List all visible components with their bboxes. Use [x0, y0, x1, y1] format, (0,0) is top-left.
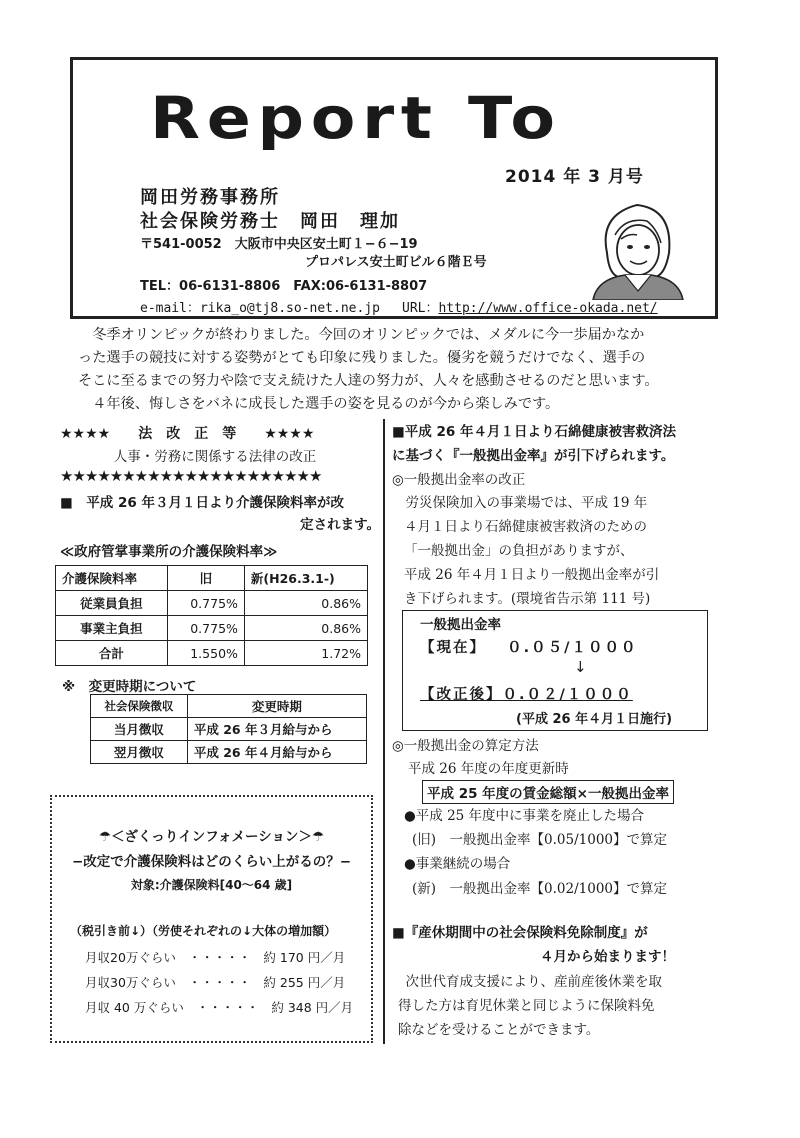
rate-table: [55, 565, 368, 666]
collection-type: 翌月徴収: [91, 741, 188, 764]
row-label: 合計: [56, 641, 168, 666]
estimate-header: （税引き前↓）（労使それぞれの↓大体の増加額）: [70, 924, 337, 938]
star-divider: ★★★★★★★★★★★★★★★★★★★★★: [60, 467, 322, 485]
body-line: 「一般拠出金」の負担がありますが、: [404, 543, 634, 559]
maternity-heading-line2: ４月から始まります！: [540, 949, 675, 965]
asbestos-heading-line1: ■平成 26 年４月１日より石綿健康被害救済法: [392, 424, 676, 440]
fee-current-value: ０.０５/１０００: [507, 640, 638, 656]
case-continue-detail: (新) 一般拠出金率【0.02/1000】で算定: [412, 881, 667, 897]
body-line: 除などを受けることができます。: [398, 1022, 600, 1038]
calc-year: 平成 26 年度の年度更新時: [408, 761, 569, 777]
issue-date: 2014 年 3 月号: [505, 167, 644, 187]
new-rate: 0.86%: [244, 591, 367, 616]
intro-line: 冬季オリンピックが終わりました。今回のオリンピックでは、メダルに今一歩届かなか: [78, 327, 645, 343]
asbestos-heading-line2: に基づく『一般拠出金率』が引下げられます。: [392, 448, 675, 464]
body-line: 労災保険加入の事業場では、平成 19 年: [392, 495, 648, 511]
down-arrow-icon: ↓: [574, 658, 587, 676]
email: e-mail：rika_o@tj8.so-net.ne.jp: [140, 301, 380, 316]
table-row: [56, 641, 368, 666]
office-name: 岡田労務事務所: [140, 187, 280, 208]
intro-line: そこに至るまでの努力や陰で支え続けた人達の努力が、人々を感動させるのだと思います。: [78, 373, 659, 389]
case-closed: ●平成 25 年度中に事業を廃止した場合: [404, 808, 645, 824]
intro-paragraph: [78, 324, 728, 416]
address-line1: 〒541-0052 大阪市中央区安土町１−６−19: [140, 237, 418, 252]
law-subheading: 人事・労務に関係する法律の改正: [113, 449, 317, 465]
section-line: 定されます。: [300, 517, 380, 533]
row-label: 事業主負担: [56, 616, 168, 641]
law-heading: ★★★★ 法 改 正 等 ★★★★: [60, 426, 315, 442]
fee-new-value: ０.０２/１０００: [502, 687, 633, 703]
header-cell: 介護保険料率: [56, 566, 168, 591]
info-title: ☂＜ざくっりインフォメーション＞☂: [98, 829, 325, 845]
old-rate: 0.775%: [167, 591, 244, 616]
table-header-row: [56, 566, 368, 591]
table-header-row: [91, 695, 367, 718]
case-closed-detail: (旧) 一般拠出金率【0.05/1000】で算定: [412, 832, 667, 848]
subheading-calculation: ◎一般拠出金の算定方法: [392, 738, 539, 754]
row-label: 従業員負担: [56, 591, 168, 616]
newsletter-title: Report To: [150, 84, 562, 152]
fee-current-label: 【現在】: [420, 640, 486, 656]
column-divider: [383, 419, 385, 1044]
intro-line: ４年後、悔しさをバネに成長した選手の姿を見るのが今から楽しみです。: [78, 396, 560, 412]
maternity-heading-line1: ■『産休期間中の社会保険料免除制度』が: [392, 925, 648, 941]
table-caption: ≪政府管掌事業所の介護保険料率≫: [60, 544, 278, 560]
address-line2: プロパレス安土町ビル６階Ｅ号: [305, 255, 487, 270]
new-rate: 1.72%: [244, 641, 367, 666]
header-cell: 社会保険徴収: [91, 695, 188, 718]
estimate-row: 月収30万ぐらい ・・・・・ 約 255 円／月: [85, 975, 346, 990]
fee-current: [420, 636, 637, 657]
url-label: URL：: [402, 301, 439, 316]
case-continue: ●事業継続の場合: [404, 856, 511, 872]
body-line: 次世代育成支援により、産前産後休業を取: [392, 974, 662, 990]
author-avatar: [585, 195, 690, 300]
table-row: [91, 718, 367, 741]
body-line: き下げられます。(環境省告示第 111 号): [404, 591, 651, 607]
table-row: [56, 616, 368, 641]
tel-fax: TEL：06-6131-8806 FAX:06-6131-8807: [140, 279, 428, 294]
fee-title: 一般拠出金率: [420, 617, 501, 633]
info-subtitle: −改定で介護保険料はどのくらい上がるの？−: [71, 854, 352, 870]
formula-box: 平成 25 年度の賃金総額×一般拠出金率: [422, 780, 674, 804]
website-link[interactable]: http://www.office-okada.net/: [438, 301, 658, 316]
fee-new: [420, 683, 633, 704]
subheading-rate-change: ◎一般拠出金率の改正: [392, 472, 526, 488]
fee-new-label: 【改正後】: [420, 687, 503, 703]
info-target: 対象:介護保険料[40〜64 歳]: [130, 878, 293, 892]
body-line: 平成 26 年４月１日より一般拠出金率が引: [404, 567, 660, 583]
fee-effective-date: (平成 26 年４月１日施行): [516, 712, 673, 727]
table-row: [56, 591, 368, 616]
change-timing: 平成 26 年３月給与から: [187, 718, 366, 741]
section-line: ■ 平成 26 年３月１日より介護保険料率が改: [60, 495, 344, 511]
estimate-row: 月収20万ぐらい ・・・・・ 約 170 円／月: [85, 950, 346, 965]
table-row: [91, 741, 367, 764]
header-cell: 旧: [167, 566, 244, 591]
body-line: 得した方は育児休業と同じように保険料免: [398, 998, 655, 1014]
timing-table: [90, 694, 367, 764]
timing-note: ※ 変更時期について: [62, 679, 197, 695]
header-cell: 新(H26.3.1-): [244, 566, 367, 591]
collection-type: 当月徴収: [91, 718, 188, 741]
new-rate: 0.86%: [244, 616, 367, 641]
old-rate: 0.775%: [167, 616, 244, 641]
intro-line: った選手の競技に対する姿勢がとても印象に残りました。優劣を競うだけでなく、選手の: [78, 350, 646, 366]
header-cell: 変更時期: [187, 695, 366, 718]
change-timing: 平成 26 年４月給与から: [187, 741, 366, 764]
old-rate: 1.550%: [167, 641, 244, 666]
estimate-row: 月収 40 万ぐらい ・・・・・ 約 348 円／月: [85, 1000, 354, 1015]
author-name: 社会保険労務士 岡田 理加: [140, 211, 400, 232]
body-line: ４月１日より石綿健康被害救済のための: [404, 519, 647, 535]
section-heading-care-insurance: [60, 492, 380, 536]
